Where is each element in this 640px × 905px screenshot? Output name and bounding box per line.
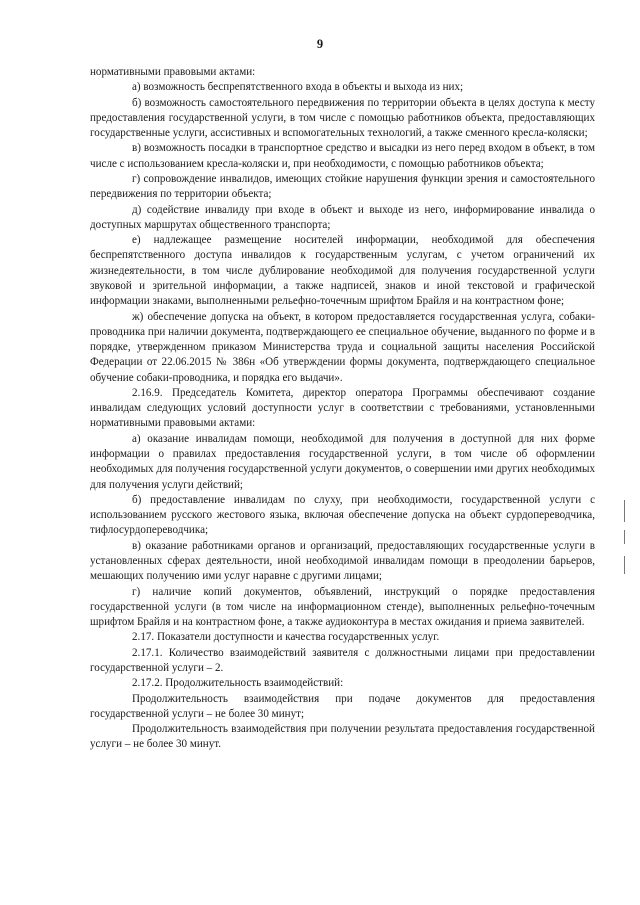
paragraph-2-16-9: 2.16.9. Председатель Комитета, директор оператора Программы обеспечивают создание инвалидам следующих условий доступности услуг в соответствии с требованиями, установленными нормативными правовыми актами:: [90, 386, 595, 430]
paragraph-intro-continuation: нормативными правовыми актами:: [90, 66, 256, 78]
scan-margin-mark: [624, 556, 625, 574]
paragraph-2-16-9-g: г) наличие копий документов, объявлений, инструкций о порядке предоставления государственной услуги (в том числе на информационном стенде), выполненных рельефно-точечным шрифтом Брайля и на контрастном фоне, а также аудиоконтура в местах ожидания и приема заявителей.: [90, 585, 595, 629]
paragraph-item-a-entry: а) возможность беспрепятственного входа в объекты и выхода из них;: [132, 81, 464, 94]
paragraph-item-g-escort: г) сопровождение инвалидов, имеющих стойкие нарушения функции зрения и самостоятельного передвижения по территории объекта;: [90, 172, 595, 201]
paragraph-item-b-movement: б) возможность самостоятельного передвижения по территории объекта в целях доступа к месту предоставления государственной услуги, в том числе с помощью работников объекта, предоставляющих государственные услуги, ассистивных и вспомогательных технологий, а также сменного кресла-коляски;: [90, 96, 595, 140]
paragraph-2-16-9-b: б) предоставление инвалидам по слуху, при необходимости, государственной услуги с использованием русского жестового языка, включая обеспечение допуска на объект сурдопереводчика, тифлосурдопереводчика;: [90, 493, 595, 537]
paragraph-item-v-transport: в) возможность посадки в транспортное средство и высадки из него перед входом в объект, в том числе с использованием кресла-коляски и, при необходимости, с помощью работников объекта;: [90, 142, 595, 170]
paragraph-item-d-assistance: д) содействие инвалиду при входе в объект и выходе из него, информирование инвалида о доступных маршрутах общественного транспорта;: [90, 203, 595, 231]
paragraph-2-17-1: 2.17.1. Количество взаимодействий заявителя с должностными лицами при предоставлении государственной услуги – 2.: [90, 646, 595, 674]
paragraph-item-zh-guide-dog: ж) обеспечение допуска на объект, в котором предоставляется государственная услуга, собаки-проводника при наличии документа, подтверждающего ее специальное обучение, выданного по форме и в порядке, утвержденном приказом Министерства труда и социальной защиты населения Российской Федерации от 22.06.2015 № 386н «Об утверждении формы документа, подтверждающего специальное обучение собаки-проводника, и порядка его выдачи».: [90, 310, 595, 384]
scan-margin-mark: [624, 500, 625, 522]
page-number: 9: [316, 37, 324, 51]
paragraph-2-17-2: 2.17.2. Продолжительность взаимодействий:: [132, 677, 344, 690]
scan-margin-mark: [624, 530, 625, 544]
paragraph-2-16-9-v: в) оказание работниками органов и организаций, предоставляющих государственные услуги в установленных сферах деятельности, иной необходимой инвалидам помощи в преодолении барьеров, мешающих получению ими услуг наравне с другими лицами;: [90, 539, 595, 583]
paragraph-duration-submission: Продолжительность взаимодействия при подаче документов для предоставления государственной услуги – не более 30 минут;: [90, 692, 595, 720]
paragraph-item-e-information: е) надлежащее размещение носителей информации, необходимой для обеспечения беспрепятственного доступа инвалидов к государственным услугам, с учетом ограничений их жизнедеятельности, в том числе дублирование необходимой для получения государственной услуги звуковой и зрительной информации, а также надписей, знаков и иной текстовой и графической информации знаками, выполненными рельефно-точечным шрифтом Брайля и на контрастном фоне;: [90, 234, 595, 308]
paragraph-2-16-9-a: а) оказание инвалидам помощи, необходимой для получения в доступной для них форме информации о правилах предоставления государственной услуги, в том числе об оформлении необходимых для получения государственной услуги документов, о совершении ими других необходимых для получения услуги действий;: [90, 432, 595, 491]
paragraph-duration-result: Продолжительность взаимодействия при получении результата предоставления государственной услуги – не более 30 минут.: [90, 723, 595, 751]
document-body: [90, 65, 595, 753]
paragraph-2-17: 2.17. Показатели доступности и качества государственных услуг.: [132, 631, 440, 644]
